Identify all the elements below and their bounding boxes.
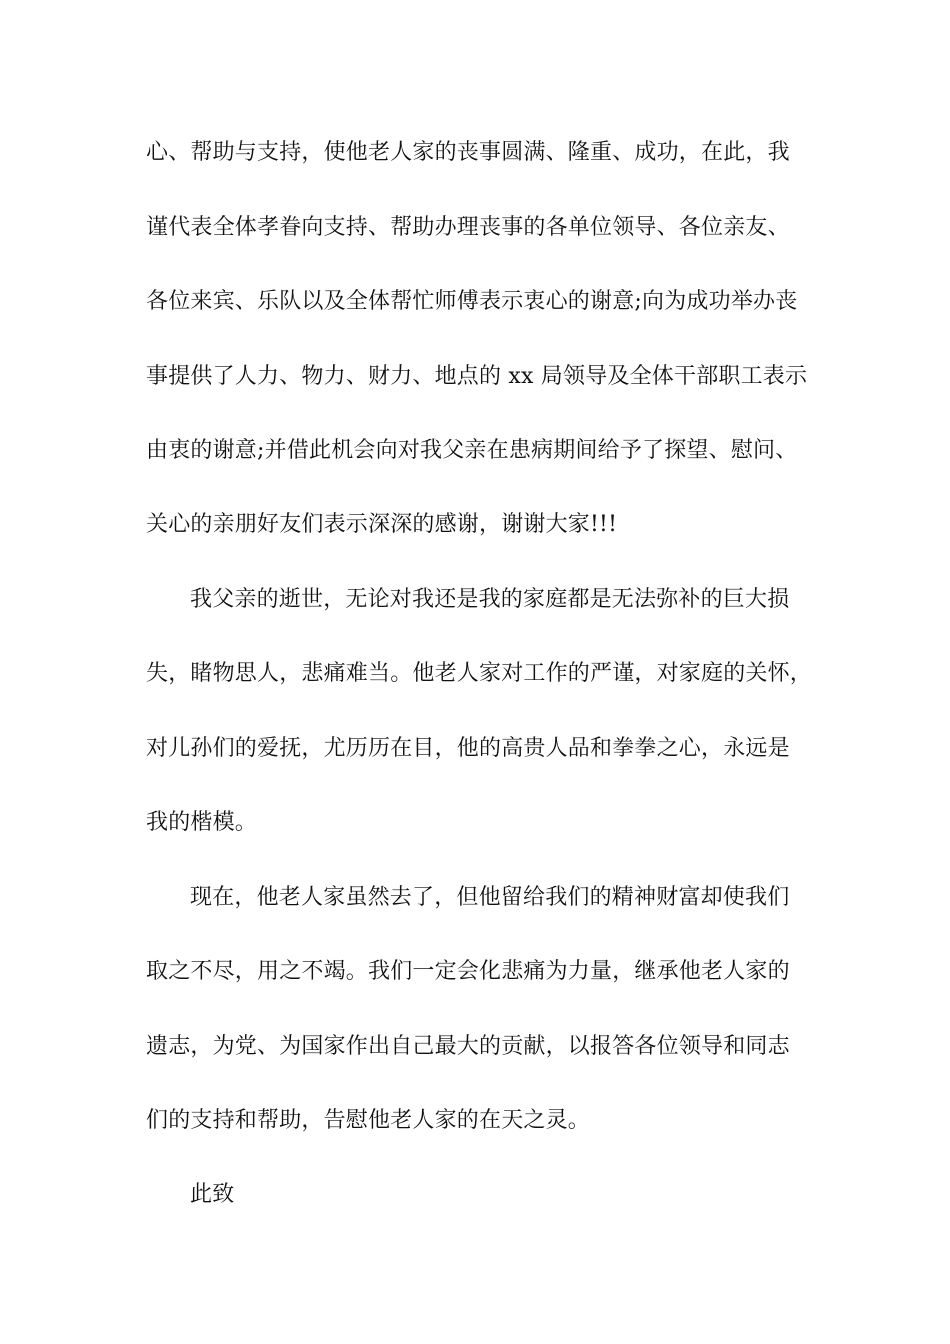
text-line: 我的楷模。 [146, 810, 258, 835]
text-line: 事提供了人力、物力、财力、地点的 xx 局领导及全体干部职工表示 [146, 364, 808, 389]
text-line: 们的支持和帮助，告慰他老人家的在天之灵。 [146, 1108, 591, 1133]
text-line: 关心的亲朋好友们表示深深的感谢，谢谢大家!!! [146, 512, 618, 537]
paragraph-first-line: 我父亲的逝世，无论对我还是我的家庭都是无法弥补的巨大损 [190, 587, 790, 612]
text-line: 对儿孙们的爱抚，尤历历在目，他的高贵人品和拳拳之心，永远是 [146, 736, 790, 761]
text-line: 取之不尽，用之不竭。我们一定会化悲痛为力量，继承他老人家的 [146, 959, 790, 984]
text-line: 由衷的谢意;并借此机会向对我父亲在患病期间给予了探望、慰问、 [146, 438, 798, 463]
text-line: 失，睹物思人，悲痛难当。他老人家对工作的严谨，对家庭的关怀， [146, 661, 813, 686]
text-line: 谨代表全体孝眷向支持、帮助办理丧事的各单位领导、各位亲友、 [146, 215, 790, 240]
text-line: 心、帮助与支持，使他老人家的丧事圆满、隆重、成功，在此，我 [146, 140, 790, 165]
closing-salutation: 此致 [190, 1182, 235, 1207]
text-line: 各位来宾、乐队以及全体帮忙师傅表示衷心的谢意;向为成功举办丧 [146, 289, 798, 314]
text-line: 遗志，为党、为国家作出自己最大的贡献，以报答各位领导和同志 [146, 1034, 790, 1059]
paragraph-first-line: 现在，他老人家虽然去了，但他留给我们的精神财富却使我们 [190, 885, 790, 910]
